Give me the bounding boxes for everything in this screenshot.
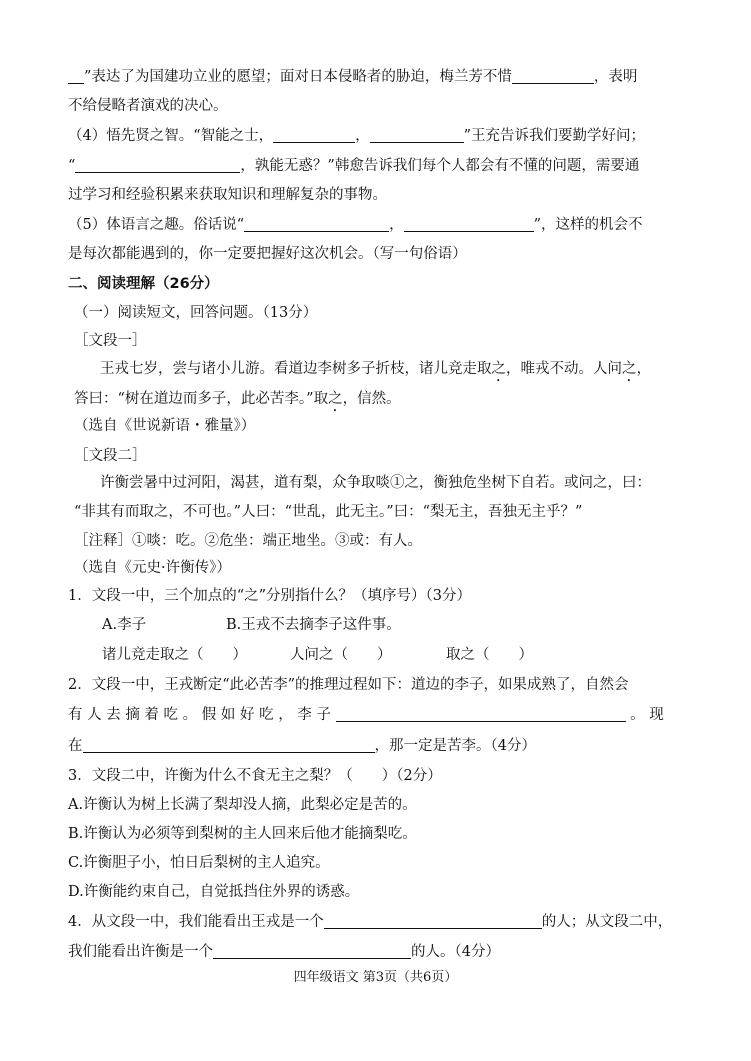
question-4-line-3: 过学习和经验积累来获取知识和理解复杂的事物。 xyxy=(68,187,387,203)
page-footer: 四年级语文 第3页（共6页） xyxy=(293,970,458,985)
question-5-line-2: 是每次都能遇到的，你一定要把握好这次机会。（写一句俗语） xyxy=(68,246,467,262)
answer-blank[interactable] xyxy=(83,732,375,753)
fill-item-1[interactable]: 诸儿竞走取之（ ） xyxy=(102,647,247,663)
passage-2-label: ［文段二］ xyxy=(74,448,147,464)
passage-2-line-2: “非其有而取之，不可也。”人曰：“世乱，此无主。”曰：“梨无主，吾独无主乎？” xyxy=(74,504,583,520)
question-2-line-1: 2．文段一中，王戎断定“此必苦李”的推理过程如下：道边的李子，如果成熟了，自然会 xyxy=(68,677,629,693)
fill-item-3[interactable]: 取之（ ） xyxy=(446,647,533,663)
answer-blank[interactable] xyxy=(213,938,411,959)
poem-fill-line-2: 不给侵略者演戏的决心。 xyxy=(68,98,228,114)
answer-blank[interactable] xyxy=(75,152,240,173)
dotted-zhi-1: 之 xyxy=(491,361,506,377)
question-3-option-c[interactable]: C.许衡胆子小，怕日后梨树的主人追究。 xyxy=(68,855,330,871)
section-title: 二、阅读理解（26分） xyxy=(68,276,219,292)
answer-blank[interactable] xyxy=(336,701,626,722)
question-1-options xyxy=(0,610,751,640)
question-5-line-1: （5）体语言之趣。俗话说“ ， ”，这样的机会不 xyxy=(0,210,751,240)
answer-blank[interactable] xyxy=(370,122,464,143)
passage-1-source: （选自《世说新语・雅量》） xyxy=(74,418,256,434)
passage-1-line-1: 王戎七岁，尝与诸小儿游。看道边李树多子折枝，诸儿竞走取之，唯戎不动。人问之， xyxy=(100,361,651,377)
question-2-line-3: 在 ，那一定是苦李。（4分） xyxy=(0,731,751,761)
part-1-heading: （一）阅读短文，回答问题。（13分） xyxy=(74,305,318,321)
question-3: 3．文段二中，许衡为什么不食无主之梨？（ ）（2分） xyxy=(68,768,442,784)
question-4-q-line-2: 我们能看出许衡是一个 的人。（4分） xyxy=(0,937,751,967)
question-1: 1．文段一中，三个加点的“之”分别指什么？（填序号）（3分） xyxy=(68,588,472,604)
question-4-line-1: （4）悟先贤之智。“智能之士， ， ”王充告诉我们要勤学好问； xyxy=(0,121,751,151)
option-b: B.王戎不去摘李子这件事。 xyxy=(226,617,401,633)
question-3-option-a[interactable]: A.许衡认为树上长满了梨却没人摘，此梨必定是苦的。 xyxy=(68,797,417,813)
answer-blank[interactable] xyxy=(273,122,355,143)
passage-1-line-2: 答曰：“树在道边而多子，此必苦李。”取之，信然。 xyxy=(74,391,401,407)
answer-blank[interactable] xyxy=(244,211,389,232)
fill-item-2[interactable]: 人问之（ ） xyxy=(290,647,392,663)
answer-blank[interactable] xyxy=(404,211,534,232)
answer-blank[interactable] xyxy=(68,63,84,84)
option-a: A.李子 xyxy=(102,617,147,633)
passage-2-source: （选自《元史·许衡传》） xyxy=(74,560,231,576)
poem-fill-line-1: ”表达了为国建功立业的愿望；面对日本侵略者的胁迫，梅兰芳不惜 ，表明 xyxy=(0,62,751,92)
question-3-option-d[interactable]: D.许衡能约束自己，自觉抵挡住外界的诱惑。 xyxy=(68,884,360,900)
question-2-line-2: 有 人 去 摘 着 吃 。 假 如 好 吃 ， 李 子 。 现 xyxy=(0,700,751,730)
passage-2-line-1: 许衡尝暑中过河阳，渴甚，道有梨，众争取啖①之，衡独危坐树下自若。或问之，曰： xyxy=(100,475,651,491)
answer-blank[interactable] xyxy=(324,908,542,929)
question-3-option-b[interactable]: B.许衡认为必须等到梨树的主人回来后他才能摘梨吃。 xyxy=(68,826,417,842)
dotted-zhi-3: 之 xyxy=(328,391,343,407)
dotted-zhi-2: 之 xyxy=(622,361,637,377)
question-4-q-line-1: 4．从文段一中，我们能看出王戎是一个 的人；从文段二中， xyxy=(0,907,751,937)
question-4-line-2: “ ，孰能无惑？”韩愈告诉我们每个人都会有不懂的问题，需要通 xyxy=(0,151,751,181)
answer-blank[interactable] xyxy=(512,63,594,84)
question-1-fill-row xyxy=(0,640,751,670)
passage-2-note: ［注释］①啖：吃。②危坐：端正地坐。③或：有人。 xyxy=(74,533,422,549)
passage-1-label: ［文段一］ xyxy=(74,333,147,349)
